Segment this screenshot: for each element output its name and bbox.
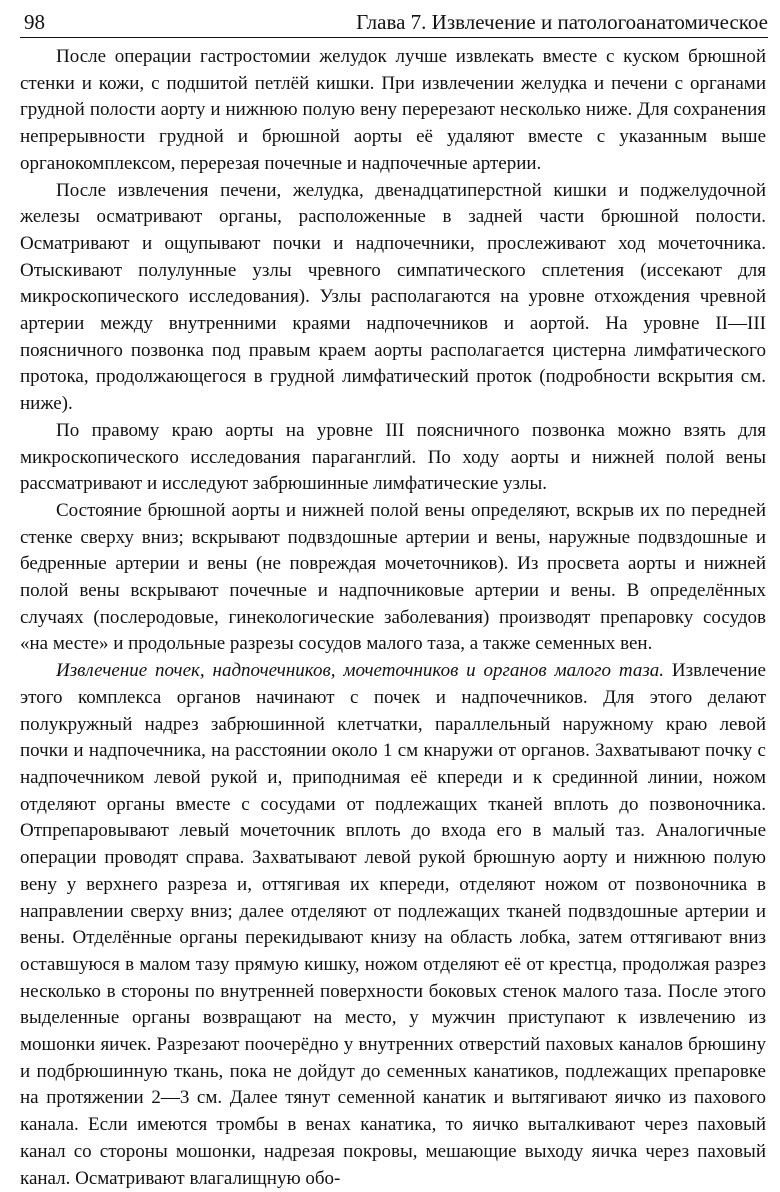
paragraph-paraganglia: По правому краю аорты на уровне III поясничного позвонка можно взять для микроскопического исследования параганглий. По ходу аорты и нижней полой вены рассматривают и исследуют забрюшинные лимфатические узлы.	[20, 419, 766, 495]
paragraph-gastrostomy: После операции гастростомии желудок лучше извлекать вместе с куском брюшной стенки и кожи, с подшитой петлёй кишки. При извлечении желудка и печени с органами грудной полости аорту и нижнюю полую вену перерезают несколько ниже. Для сохранения непрерывности грудной и брюшной аорты её удаляют вместе с указанным выше органокомплексом, перерезая почечные и надпочечные артерии.	[20, 46, 766, 174]
paragraph-retroperitoneal-organs: После извлечения печени, желудка, двенадцатиперстной кишки и поджелудочной железы осматривают органы, расположенные в задней части брюшной полости. Осматривают и ощупывают почки и надпочечники, прослеживают ход мочеточника. Отыскивают полулунные узлы чревного симпатического сплетения (иссекают для микроскопического исследования). Узлы располагаются на уровне отхождения чревной артерии между внутренними краями надпочечников и аортой. На уровне II—III поясничного позвонка под правым краем аорты располагается цистерна лимфатического протока, продолжающегося в грудной лимфатический проток (подробности вскрытия см. ниже).	[20, 179, 766, 415]
paragraph-kidney-extraction	[20, 658, 766, 1192]
header-rule	[20, 37, 768, 38]
section-text: Извлечение этого комплекса органов начинают с почек и надпочечников. Для этого делают полукружный надрез забрюшинной клетчатки, параллельный наружному краю левой почки и надпочечника, на расстоянии около 1 см кнаружи от органов. Захватывают почку с надпочечником левой рукой и, приподнимая её кпереди и к срединной линии, ножом отделяют органы вместе с сосудами от подлежащих тканей вплоть до позвоночника. Отпрепаровывают левый мочеточник вплоть до входа его в малый таз. Аналогичные операции проводят справа. Захватывают левой рукой брюшную аорту и нижнюю полую вену у верхнего разреза и, оттягивая их кпереди, отделяют ножом от позвоночника в направлении сверху вниз; далее отделяют от подлежащих тканей подвздошные артерии и вены. Отделённые органы перекидывают книзу на область лобка, затем оттягивают вниз оставшуюся в малом тазу прямую кишку, ножом отделяют её от крестца, продолжая разрез несколько в стороны по внутренней поверхности боковых стенок малого таза. После этого выделенные органы возвращают на место, у мужчин приступают к извлечению из мошонки яичек. Разрезают поочерёдно у внутренних отверстий паховых каналов брюшину и подбрюшинную ткань, пока не дойдут до семенных канатиков, подлежащих препаровке на протяжении 2—3 см. Далее тянут семенной канатик и вытягивают яичко из пахового канала. Если имеются тромбы в венах канатика, то яичко выталкивают через паховый канал со стороны мошонки, надрезая покровы, мешающие выходу яичка через паховый канал. Осматривают влагалищную обо-	[20, 660, 766, 1189]
body-text	[20, 44, 766, 1192]
paragraph-aorta-vena-cava: Состояние брюшной аорты и нижней полой вены определяют, вскрыв их по передней стенке сверху вниз; вскрывают подвздошные артерии и вены, наружные подвздошные и бедренные артерии и вены (не повреждая мочеточников). Из просвета аорты и нижней полой вены вскрывают почечные и надпочниковые артерии и вены. В определённых случаях (послеродовые, гинекологические заболевания) производят препаровку сосудов «на месте» и продольные разрезы сосудов малого таза, а также семенных вен.	[20, 499, 766, 655]
page-number: 98	[24, 10, 45, 34]
section-heading: Извлечение почек, надпочечников, мочеточников и органов малого таза.	[56, 660, 664, 682]
chapter-title: Глава 7. Извлечение и патологоанатомическое	[356, 10, 768, 34]
running-header	[24, 8, 768, 34]
